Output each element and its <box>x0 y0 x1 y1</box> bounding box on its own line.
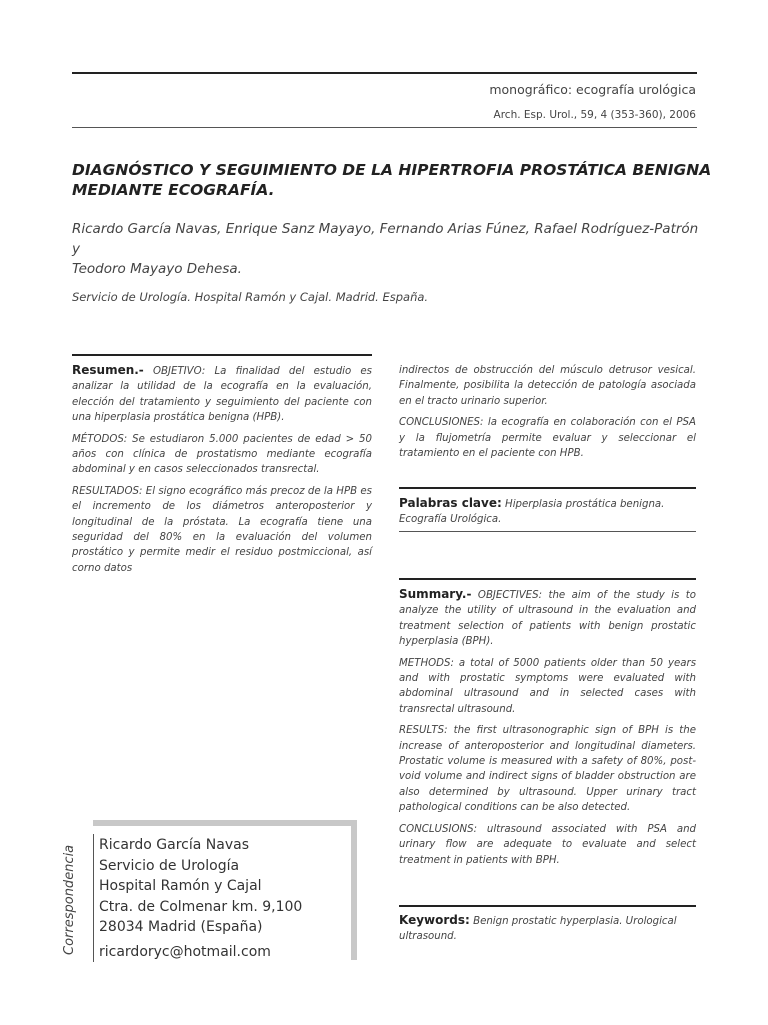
resumen-conclusiones: CONCLUSIONES: la ecografía en colaboración con el PSA y la flujometría permite evaluar y seleccionar el tratamiento en el paciente con HPB. <box>399 417 696 460</box>
summary-top-rule <box>399 578 696 580</box>
resumen-label: Resumen.- <box>72 363 144 377</box>
palabras-clave-block <box>399 496 696 528</box>
title-line-1: DIAGNÓSTICO Y SEGUIMIENTO DE LA HIPERTROFIA PROSTÁTICA BENIGNA <box>72 161 712 179</box>
summary-conclusions: CONCLUSIONS: ultrasound associated with PSA and urinary flow are adequate to evaluate and select treatment in patients with BPH. <box>399 823 696 866</box>
correspondence-address <box>99 835 302 962</box>
resumen-top-rule <box>72 354 372 356</box>
summary-column <box>399 587 696 874</box>
correspondence-street: Ctra. de Colmenar km. 9,100 <box>99 898 303 915</box>
title-line-2: MEDIANTE ECOGRAFÍA. <box>72 181 275 199</box>
summary-objectives <box>399 587 696 650</box>
palabras-clave-bottom-rule <box>399 531 696 532</box>
correspondence-name: Ricardo García Navas <box>99 837 250 853</box>
affiliation: Servicio de Urología. Hospital Ramón y Cajal. Madrid. España. <box>72 290 429 304</box>
correspondence-hospital: Hospital Ramón y Cajal <box>99 878 262 894</box>
keywords-label: Keywords: <box>399 913 470 927</box>
keywords-block <box>399 913 696 945</box>
correspondence-label: Correspondencia <box>62 844 77 955</box>
resumen-objetivo-text: OBJETIVO: La finalidad del estudio es analizar la utilidad de la ecografía en la evaluación, elección del tratamiento y seguimiento del paciente con una hiperplasia prostática benigna (HPB). <box>72 366 372 424</box>
section-label: monográfico: ecografía urológica <box>489 82 696 97</box>
palabras-clave-label: Palabras clave: <box>399 496 502 510</box>
authors-line-1: Ricardo García Navas, Enrique Sanz Mayayo, Fernando Arias Fúnez, Rafael Rodríguez-Patrón y <box>72 221 699 257</box>
resumen-continuacion: indirectos de obstrucción del músculo detrusor vesical. Finalmente, posibilita la detección de patología asociada en el tracto urinario superior. <box>399 365 696 407</box>
article-title <box>72 160 712 200</box>
header-top-rule <box>72 72 697 74</box>
summary-methods: METHODS: a total of 5000 patients older than 50 years and with prostatic symptoms were evaluated with abdominal ultrasound and in selected cases with transrectal ultrasound. <box>399 657 696 715</box>
correspondence-frame-left <box>93 834 94 962</box>
palabras-clave-top-rule <box>399 487 696 489</box>
resumen-objetivo <box>72 363 372 426</box>
correspondence-frame-top <box>93 820 357 826</box>
correspondence-email[interactable]: ricardoryc@hotmail.com <box>99 943 271 960</box>
correspondence-dept: Servicio de Urología <box>99 857 240 874</box>
author-list <box>72 219 702 279</box>
summary-label: Summary.- <box>399 587 472 601</box>
resumen-metodos: MÉTODOS: Se estudiaron 5.000 pacientes de edad > 50 años con clínica de prostatismo mediante ecografía abdominal y en casos seleccionados transrectal. <box>72 433 372 476</box>
authors-line-2: Teodoro Mayayo Dehesa. <box>72 261 242 277</box>
citation: Arch. Esp. Urol., 59, 4 (353-360), 2006 <box>493 109 696 121</box>
resumen-left-column <box>72 363 372 582</box>
keywords-top-rule <box>399 905 696 907</box>
summary-results: RESULTS: the first ultrasonographic sign of BPH is the increase of anteroposterior and longitudinal diameters. Prostatic volume is measured with a safety of 80%, post-void volume and indirect signs of bladder obstruction are also determined by ultrasound. Upper urinary tract pathological conditions can be also detected. <box>399 725 696 814</box>
resumen-resultados: RESULTADOS: El signo ecográfico más precoz de la HPB es el incremento de los diámetros anteroposterior y longitudinal de la próstata. La ecografía tiene una seguridad del 80% en la evaluación del volumen prostático y permite medir el residuo postmiccional, así corno datos <box>72 485 372 574</box>
correspondence-city: 28034 Madrid (España) <box>99 919 263 935</box>
summary-objectives-text: OBJECTIVES: the aim of the study is to analyze the utility of ultrasound in the evaluation and treatment selection of patients with benign prostatic hyperplasia (BPH). <box>399 590 696 648</box>
keywords-text: Benign prostatic hyperplasia. Urological ultrasound. <box>399 916 677 943</box>
correspondence-frame-right <box>351 820 357 960</box>
header-bottom-rule <box>72 127 697 128</box>
palabras-clave-text: Hiperplasia prostática benigna. Ecografía Urológica. <box>399 499 665 526</box>
resumen-right-column <box>399 363 696 467</box>
